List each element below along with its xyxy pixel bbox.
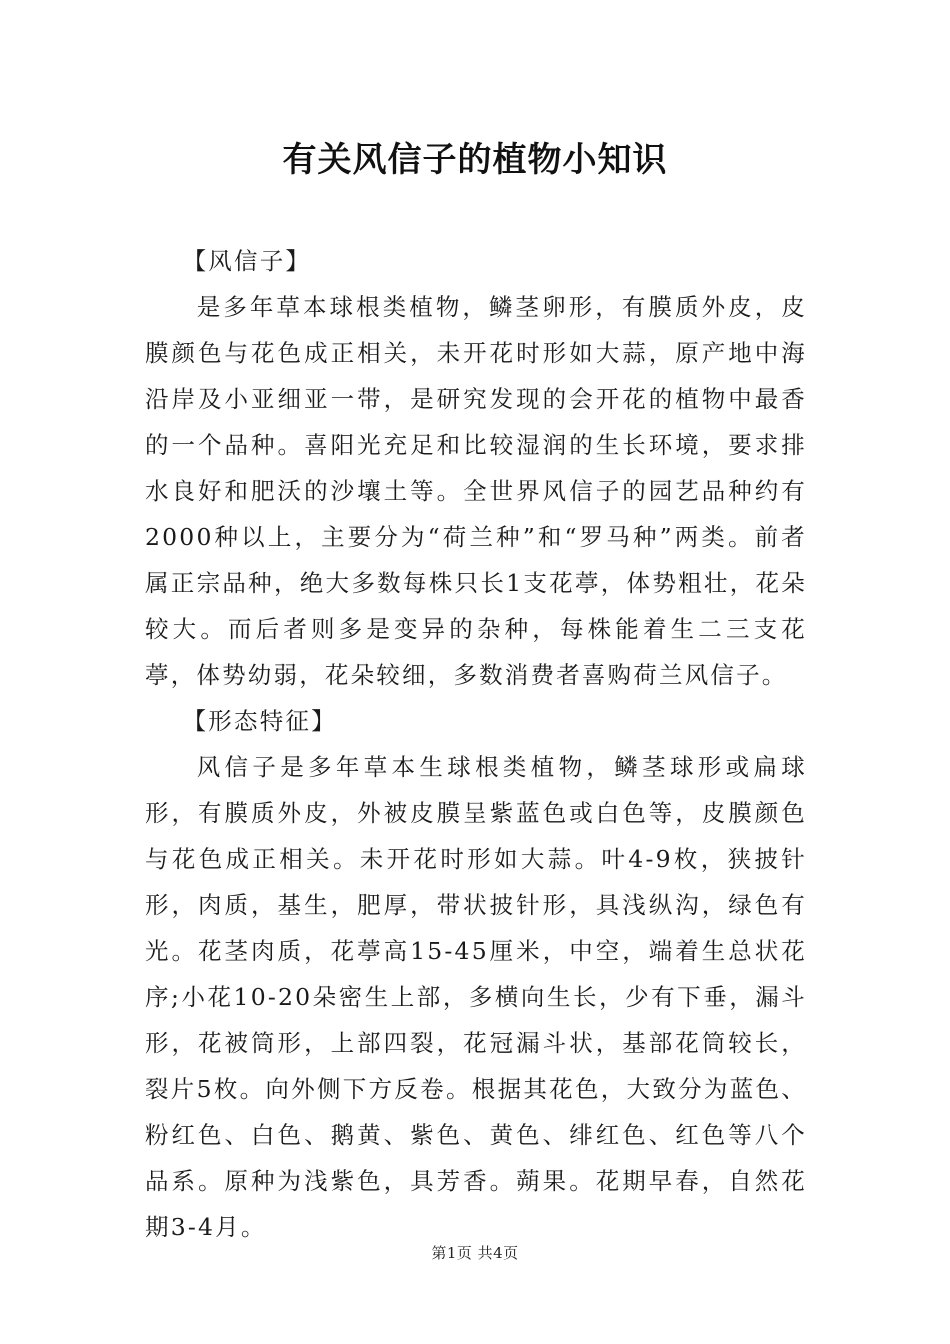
section-heading-morphology: 【形态特征】 [182, 707, 337, 735]
page-footer: 第1页 共4页 [431, 1244, 519, 1262]
document-body [145, 238, 807, 1250]
section-heading-hyacinth: 【风信子】 [182, 247, 312, 275]
section-paragraph-hyacinth: 是多年草本球根类植物，鳞茎卵形，有膜质外皮，皮膜颜色与花色成正相关，未开花时形如大蒜，原产地中海沿岸及小亚细亚一带，是研究发现的会开花的植物中最香的一个品种。喜阳光充足和比较湿润的生长环境，要求排水良好和肥沃的沙壤土等。全世界风信子的园艺品种约有2000种以上，主要分为“荷兰种”和“罗马种”两类。前者属正宗品种，绝大多数每株只长1支花葶，体势粗壮，花朵较大。而后者则多是变异的杂种，每株能着生二三支花葶，体势幼弱，花朵较细，多数消费者喜购荷兰风信子。 [145, 293, 807, 689]
section-paragraph-morphology: 风信子是多年草本生球根类植物，鳞茎球形或扁球形，有膜质外皮，外被皮膜呈紫蓝色或白色等，皮膜颜色与花色成正相关。未开花时形如大蒜。叶4-9枚，狭披针形，肉质，基生，肥厚，带状披针形，具浅纵沟，绿色有光。花茎肉质，花葶高15-45厘米，中空，端着生总状花序;小花10-20朵密生上部，多横向生长，少有下垂，漏斗形，花被筒形，上部四裂，花冠漏斗状，基部花筒较长，裂片5枚。向外侧下方反卷。根据其花色，大致分为蓝色、粉红色、白色、鹅黄、紫色、黄色、绯红色、红色等八个品系。原种为浅紫色，具芳香。蒴果。花期早春，自然花期3-4月。 [145, 753, 807, 1241]
page-title: 有关风信子的植物小知识 [282, 140, 668, 180]
